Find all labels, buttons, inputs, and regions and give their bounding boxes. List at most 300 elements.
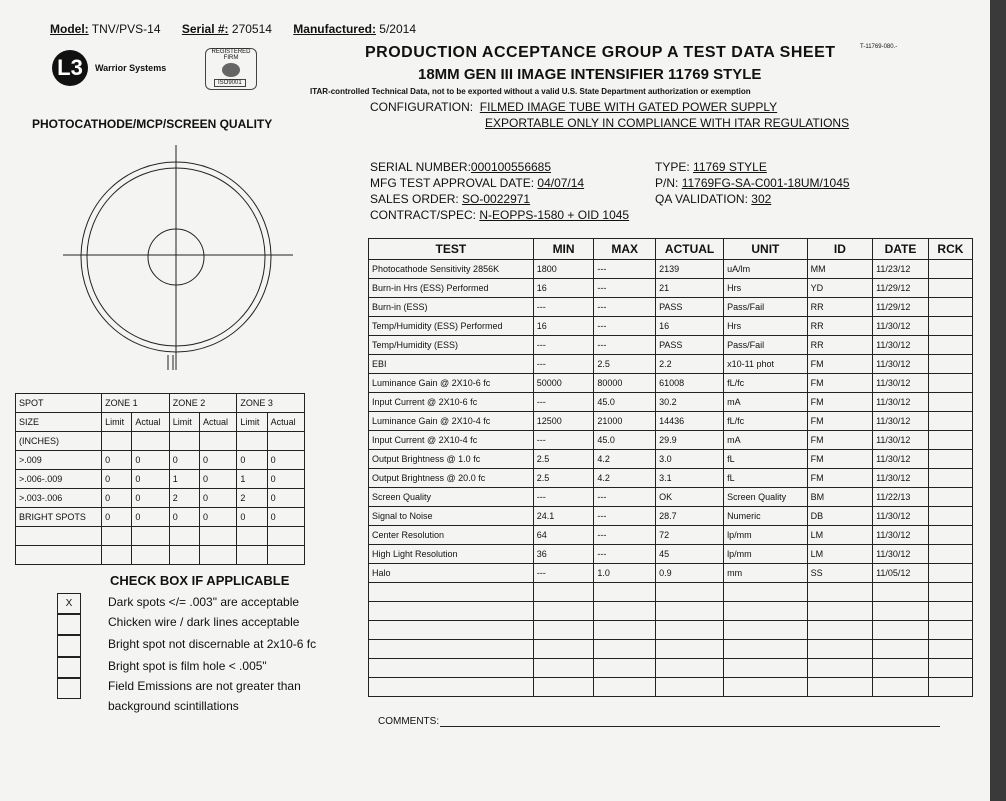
table-row xyxy=(369,678,973,697)
table-cell xyxy=(928,659,972,678)
table-row xyxy=(369,317,973,336)
table-cell: 0 xyxy=(102,508,132,527)
table-cell xyxy=(369,659,534,678)
table-cell: 45.0 xyxy=(594,431,656,450)
table-cell: DB xyxy=(807,507,872,526)
table-cell xyxy=(656,602,724,621)
checkbox[interactable] xyxy=(57,613,81,635)
table-cell: 28.7 xyxy=(656,507,724,526)
zone-diagram xyxy=(63,140,293,370)
table-cell xyxy=(237,432,267,451)
table-row xyxy=(369,602,973,621)
table-cell xyxy=(724,678,808,697)
table-cell: EBI xyxy=(369,355,534,374)
pn-value: 11769FG-SA-C001-18UM/1045 xyxy=(681,176,850,190)
table-cell: --- xyxy=(594,336,656,355)
table-cell: 12500 xyxy=(533,412,594,431)
table-cell: 61008 xyxy=(656,374,724,393)
company-name: Warrior Systems xyxy=(95,63,167,73)
table-cell: 11/30/12 xyxy=(873,545,929,564)
spot-header-row xyxy=(16,432,305,451)
type-value: 11769 STYLE xyxy=(693,160,767,174)
table-cell: lp/mm xyxy=(724,545,808,564)
table-cell: RR xyxy=(807,298,872,317)
qa-value: 302 xyxy=(751,192,772,206)
spot-header-row xyxy=(16,413,305,432)
checkbox-label: Bright spot is film hole < .005" xyxy=(108,659,267,673)
table-cell: 0 xyxy=(132,451,169,470)
table-cell: 45 xyxy=(656,545,724,564)
table-cell: Burn-in (ESS) xyxy=(369,298,534,317)
table-cell xyxy=(928,336,972,355)
table-cell: 24.1 xyxy=(533,507,594,526)
table-cell: --- xyxy=(594,488,656,507)
table-cell: --- xyxy=(533,393,594,412)
table-cell: 0 xyxy=(200,508,237,527)
table-cell: 11/30/12 xyxy=(873,431,929,450)
table-cell xyxy=(724,602,808,621)
table-cell: Limit xyxy=(102,413,132,432)
table-cell: lp/mm xyxy=(724,526,808,545)
table-row xyxy=(369,545,973,564)
table-cell xyxy=(369,602,534,621)
table-cell: 0 xyxy=(132,489,169,508)
table-cell: 11/05/12 xyxy=(873,564,929,583)
table-row xyxy=(369,279,973,298)
table-cell: 64 xyxy=(533,526,594,545)
contract-line: CONTRACT/SPEC: N-EOPPS-1580 + OID 1045 xyxy=(370,208,630,222)
table-cell: Burn-in Hrs (ESS) Performed xyxy=(369,279,534,298)
table-cell: RR xyxy=(807,336,872,355)
table-cell: --- xyxy=(533,298,594,317)
table-cell: >.009 xyxy=(16,451,102,470)
table-cell xyxy=(807,659,872,678)
table-cell xyxy=(369,621,534,640)
table-row xyxy=(369,298,973,317)
table-cell xyxy=(928,488,972,507)
table-cell xyxy=(928,355,972,374)
table-cell: Actual xyxy=(200,413,237,432)
table-row xyxy=(369,583,973,602)
table-cell: 21 xyxy=(656,279,724,298)
table-cell: 11/30/12 xyxy=(873,317,929,336)
table-cell: 16 xyxy=(533,317,594,336)
checkbox-label: Bright spot not discernable at 2x10-6 fc xyxy=(108,637,317,651)
table-cell: 11/30/12 xyxy=(873,450,929,469)
table-row xyxy=(369,260,973,279)
table-cell xyxy=(533,640,594,659)
seal-text: REGISTERED FIRM xyxy=(211,49,251,61)
table-cell: Actual xyxy=(132,413,169,432)
table-cell: >.003-.006 xyxy=(16,489,102,508)
table-cell xyxy=(169,432,199,451)
table-cell: 72 xyxy=(656,526,724,545)
table-cell xyxy=(928,602,972,621)
table-cell: 16 xyxy=(656,317,724,336)
table-cell: YD xyxy=(807,279,872,298)
sales-order-line: SALES ORDER: SO-0022971 xyxy=(370,192,531,206)
table-row xyxy=(369,640,973,659)
table-cell xyxy=(200,546,237,565)
table-cell xyxy=(16,527,102,546)
table-cell: 11/22/13 xyxy=(873,488,929,507)
table-cell xyxy=(169,546,199,565)
table-cell xyxy=(928,317,972,336)
serial-number-line: SERIAL NUMBER:000100556685 xyxy=(370,160,552,174)
doc-title: PRODUCTION ACCEPTANCE GROUP A TEST DATA SHEET xyxy=(365,44,836,61)
table-cell: MM xyxy=(807,260,872,279)
table-cell: BRIGHT SPOTS xyxy=(16,508,102,527)
column-header: DATE xyxy=(873,239,929,260)
header-line xyxy=(50,22,434,36)
table-cell: --- xyxy=(533,336,594,355)
table-cell: 0 xyxy=(200,470,237,489)
table-cell: FM xyxy=(807,450,872,469)
manufactured-value: 5/2014 xyxy=(379,22,416,36)
contract-value: N-EOPPS-1580 + OID 1045 xyxy=(479,208,630,222)
table-cell: mA xyxy=(724,393,808,412)
spot-header-row xyxy=(16,394,305,413)
table-row xyxy=(369,431,973,450)
table-cell xyxy=(369,640,534,659)
table-cell: 11/30/12 xyxy=(873,393,929,412)
table-cell: --- xyxy=(594,260,656,279)
table-cell xyxy=(369,583,534,602)
table-cell: --- xyxy=(594,279,656,298)
table-cell: Output Brightness @ 1.0 fc xyxy=(369,450,534,469)
type-line: TYPE: 11769 STYLE xyxy=(655,160,767,174)
table-cell: 1.0 xyxy=(594,564,656,583)
column-header: ID xyxy=(807,239,872,260)
table-cell: 11/29/12 xyxy=(873,298,929,317)
comments-label: COMMENTS: xyxy=(378,716,440,727)
table-cell: Input Current @ 2X10-6 fc xyxy=(369,393,534,412)
table-cell xyxy=(533,583,594,602)
table-cell: 0 xyxy=(102,470,132,489)
table-cell: 0 xyxy=(237,451,267,470)
table-cell: 0 xyxy=(200,489,237,508)
table-cell: LM xyxy=(807,526,872,545)
table-row xyxy=(369,659,973,678)
checkbox[interactable] xyxy=(57,635,81,657)
table-cell xyxy=(533,659,594,678)
table-row xyxy=(369,412,973,431)
spot-row xyxy=(16,451,305,470)
table-cell: RR xyxy=(807,317,872,336)
table-cell: 0 xyxy=(132,470,169,489)
manufactured-label: Manufactured: xyxy=(293,22,376,36)
table-cell: 11/30/12 xyxy=(873,526,929,545)
table-cell: 16 xyxy=(533,279,594,298)
pq-heading: PHOTOCATHODE/MCP/SCREEN QUALITY xyxy=(32,117,273,131)
table-cell: 50000 xyxy=(533,374,594,393)
table-cell xyxy=(594,640,656,659)
table-row xyxy=(369,393,973,412)
table-cell: Numeric xyxy=(724,507,808,526)
table-cell xyxy=(928,621,972,640)
table-cell xyxy=(928,469,972,488)
qa-line: QA VALIDATION: 302 xyxy=(655,192,772,206)
table-cell: Actual xyxy=(267,413,304,432)
table-cell xyxy=(724,583,808,602)
table-cell: mm xyxy=(724,564,808,583)
test-table xyxy=(368,238,973,697)
table-cell xyxy=(102,432,132,451)
checkbox[interactable] xyxy=(57,677,81,699)
table-cell: FM xyxy=(807,393,872,412)
table-cell xyxy=(656,621,724,640)
mfg-date-line: MFG TEST APPROVAL DATE: 04/07/14 xyxy=(370,176,585,190)
table-cell: Temp/Humidity (ESS) Performed xyxy=(369,317,534,336)
column-header: RCK xyxy=(928,239,972,260)
table-cell xyxy=(169,527,199,546)
table-cell xyxy=(200,527,237,546)
table-cell: 0.9 xyxy=(656,564,724,583)
table-cell xyxy=(237,527,267,546)
table-cell xyxy=(594,602,656,621)
mfg-date-value: 04/07/14 xyxy=(537,176,585,190)
table-cell: Limit xyxy=(169,413,199,432)
table-cell xyxy=(873,583,929,602)
table-cell: 36 xyxy=(533,545,594,564)
table-cell xyxy=(928,583,972,602)
table-cell: --- xyxy=(594,317,656,336)
table-cell: 2.5 xyxy=(533,469,594,488)
table-cell xyxy=(656,678,724,697)
table-cell xyxy=(369,678,534,697)
table-cell: ZONE 2 xyxy=(169,394,237,413)
l3-logo: L3 xyxy=(52,50,88,86)
table-cell xyxy=(594,583,656,602)
spot-table xyxy=(15,393,305,565)
table-cell: 11/30/12 xyxy=(873,336,929,355)
table-cell: Output Brightness @ 20.0 fc xyxy=(369,469,534,488)
table-cell: BM xyxy=(807,488,872,507)
table-cell: 2.5 xyxy=(594,355,656,374)
seal-iso: ISO9001 xyxy=(214,79,246,87)
column-header: UNIT xyxy=(724,239,808,260)
table-cell: Hrs xyxy=(724,279,808,298)
table-cell: --- xyxy=(594,545,656,564)
table-cell: 0 xyxy=(169,451,199,470)
table-cell: 0 xyxy=(267,489,304,508)
table-cell: (INCHES) xyxy=(16,432,102,451)
table-cell xyxy=(928,298,972,317)
table-row xyxy=(369,355,973,374)
table-cell: 11/30/12 xyxy=(873,412,929,431)
table-cell xyxy=(102,546,132,565)
model-label: Model: xyxy=(50,22,89,36)
serial-number-value: 000100556685 xyxy=(470,160,552,174)
table-cell: 30.2 xyxy=(656,393,724,412)
table-cell xyxy=(873,659,929,678)
config-value-1: FILMED IMAGE TUBE WITH GATED POWER SUPPLY xyxy=(479,100,778,114)
table-cell: --- xyxy=(594,507,656,526)
table-cell xyxy=(807,602,872,621)
table-cell xyxy=(594,659,656,678)
table-cell: FM xyxy=(807,355,872,374)
table-cell: fL xyxy=(724,469,808,488)
table-cell xyxy=(656,640,724,659)
spot-row xyxy=(16,508,305,527)
table-cell xyxy=(533,602,594,621)
table-cell: 0 xyxy=(102,451,132,470)
table-cell: Luminance Gain @ 2X10-4 fc xyxy=(369,412,534,431)
table-cell xyxy=(724,659,808,678)
column-header: ACTUAL xyxy=(656,239,724,260)
table-cell: FM xyxy=(807,469,872,488)
table-cell: --- xyxy=(533,488,594,507)
iso-seal xyxy=(205,48,257,90)
table-cell: uA/lm xyxy=(724,260,808,279)
comments-line xyxy=(440,726,940,727)
checkbox[interactable]: X xyxy=(57,593,81,615)
table-cell: 0 xyxy=(267,451,304,470)
table-row xyxy=(369,507,973,526)
table-cell xyxy=(873,678,929,697)
table-cell: 0 xyxy=(200,451,237,470)
table-cell xyxy=(928,279,972,298)
table-cell xyxy=(724,640,808,659)
table-cell: --- xyxy=(533,431,594,450)
table-row xyxy=(369,374,973,393)
table-cell xyxy=(267,546,304,565)
table-cell xyxy=(928,431,972,450)
table-cell xyxy=(132,527,169,546)
table-row xyxy=(369,564,973,583)
table-cell: 2.2 xyxy=(656,355,724,374)
table-cell xyxy=(807,678,872,697)
table-cell xyxy=(594,621,656,640)
spot-row xyxy=(16,527,305,546)
table-cell xyxy=(873,602,929,621)
table-cell: Screen Quality xyxy=(724,488,808,507)
checkbox-label: Dark spots </= .003" are acceptable xyxy=(108,595,300,609)
table-cell xyxy=(807,640,872,659)
table-cell: --- xyxy=(533,355,594,374)
table-cell: >.006-.009 xyxy=(16,470,102,489)
table-cell: fL/fc xyxy=(724,374,808,393)
table-cell xyxy=(656,583,724,602)
table-cell xyxy=(656,659,724,678)
table-cell xyxy=(533,621,594,640)
table-cell xyxy=(724,621,808,640)
table-cell: 0 xyxy=(237,508,267,527)
table-cell: Signal to Noise xyxy=(369,507,534,526)
table-cell xyxy=(928,640,972,659)
column-header: MAX xyxy=(594,239,656,260)
serial-value: 270514 xyxy=(231,22,272,36)
table-cell: FM xyxy=(807,431,872,450)
table-cell xyxy=(533,678,594,697)
checkbox-label: Chicken wire / dark lines acceptable xyxy=(108,615,300,629)
table-cell: PASS xyxy=(656,298,724,317)
table-row xyxy=(369,336,973,355)
table-cell: 1 xyxy=(169,470,199,489)
table-cell xyxy=(132,432,169,451)
table-cell xyxy=(807,583,872,602)
table-cell: 29.9 xyxy=(656,431,724,450)
table-cell: PASS xyxy=(656,336,724,355)
checkbox[interactable] xyxy=(57,657,81,679)
table-cell: --- xyxy=(594,526,656,545)
doc-subtitle: 18MM GEN III IMAGE INTENSIFIER 11769 STYLE xyxy=(418,66,762,83)
table-cell: fL xyxy=(724,450,808,469)
config-value-2: EXPORTABLE ONLY IN COMPLIANCE WITH ITAR REGULATIONS xyxy=(485,116,850,130)
table-cell xyxy=(200,432,237,451)
column-header: MIN xyxy=(533,239,594,260)
table-cell: SIZE xyxy=(16,413,102,432)
table-cell: Pass/Fail xyxy=(724,298,808,317)
table-cell: Temp/Humidity (ESS) xyxy=(369,336,534,355)
table-cell xyxy=(928,678,972,697)
checkbox-label: Field Emissions are not greater than xyxy=(108,679,301,693)
table-cell xyxy=(132,546,169,565)
table-cell: 3.0 xyxy=(656,450,724,469)
table-cell xyxy=(928,393,972,412)
table-cell: 11/30/12 xyxy=(873,355,929,374)
table-cell: FM xyxy=(807,412,872,431)
table-cell xyxy=(594,678,656,697)
table-cell: 21000 xyxy=(594,412,656,431)
table-cell: mA xyxy=(724,431,808,450)
table-cell: 11/30/12 xyxy=(873,374,929,393)
table-cell: Input Current @ 2X10-4 fc xyxy=(369,431,534,450)
table-cell xyxy=(928,526,972,545)
table-cell xyxy=(16,546,102,565)
table-cell: 11/30/12 xyxy=(873,469,929,488)
table-cell: 0 xyxy=(102,489,132,508)
table-cell: 4.2 xyxy=(594,450,656,469)
table-cell: 0 xyxy=(267,470,304,489)
table-cell xyxy=(928,564,972,583)
table-cell: Halo xyxy=(369,564,534,583)
table-row xyxy=(369,450,973,469)
table-cell: x10-11 phot xyxy=(724,355,808,374)
table-cell: --- xyxy=(533,564,594,583)
table-row xyxy=(369,488,973,507)
serial-label: Serial #: xyxy=(181,22,229,36)
table-cell: Center Resolution xyxy=(369,526,534,545)
table-cell: 45.0 xyxy=(594,393,656,412)
table-cell xyxy=(237,546,267,565)
table-cell: Photocathode Sensitivity 2856K xyxy=(369,260,534,279)
table-cell xyxy=(873,640,929,659)
table-cell: 0 xyxy=(132,508,169,527)
table-cell: 1800 xyxy=(533,260,594,279)
configuration xyxy=(370,100,777,114)
model-value: TNV/PVS-14 xyxy=(91,22,161,36)
table-cell: 2 xyxy=(237,489,267,508)
table-cell: ZONE 1 xyxy=(102,394,170,413)
table-cell: Hrs xyxy=(724,317,808,336)
sales-order-value: SO-0022971 xyxy=(462,192,531,206)
table-cell: 0 xyxy=(169,508,199,527)
table-cell: SPOT xyxy=(16,394,102,413)
table-cell: 2139 xyxy=(656,260,724,279)
table-cell: fL/fc xyxy=(724,412,808,431)
table-cell: Pass/Fail xyxy=(724,336,808,355)
table-cell: LM xyxy=(807,545,872,564)
table-cell xyxy=(102,527,132,546)
table-cell xyxy=(928,374,972,393)
table-cell: 0 xyxy=(267,508,304,527)
spot-row xyxy=(16,546,305,565)
spot-row xyxy=(16,489,305,508)
table-cell: 11/23/12 xyxy=(873,260,929,279)
spot-row xyxy=(16,470,305,489)
table-cell xyxy=(267,527,304,546)
